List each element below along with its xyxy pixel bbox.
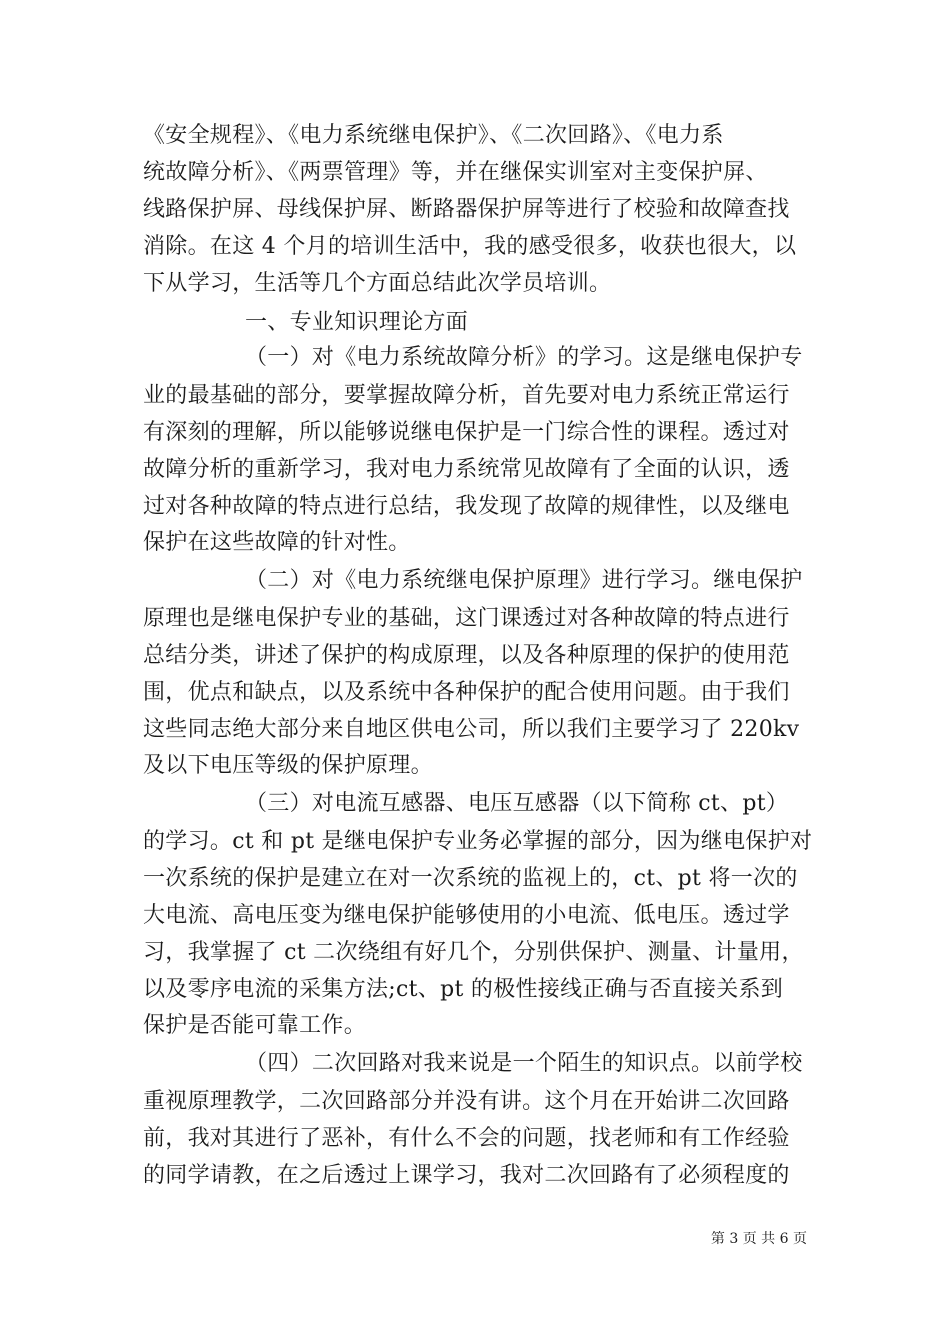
text-line: （一）对《电力系统故障分析》的学习。这是继电保护专 bbox=[245, 345, 803, 370]
text-line: 保护是否能可靠工作。 bbox=[143, 1013, 367, 1038]
section-heading: 一、专业知识理论方面 bbox=[245, 310, 469, 335]
text-line: 及以下电压等级的保护原理。 bbox=[143, 753, 433, 778]
text-line: 原理也是继电保护专业的基础，这门课透过对各种故障的特点进行 bbox=[143, 606, 790, 631]
text-line: 线路保护屏、母线保护屏、断路器保护屏等进行了校验和故障查找 bbox=[143, 197, 790, 222]
text-line: 消除。在这 4 个月的培训生活中，我的感受很多，收获也很大，以 bbox=[143, 234, 797, 259]
text-line: 大电流、高电压变为继电保护能够使用的小电流、低电压。透过学 bbox=[143, 903, 790, 928]
text-line: 前，我对其进行了恶补，有什么不会的问题，找老师和有工作经验 bbox=[143, 1126, 790, 1151]
text-line: 围，优点和缺点，以及系统中各种保护的配合使用问题。由于我们 bbox=[143, 680, 790, 705]
text-line: 以及零序电流的采集方法;ct、pt 的极性接线正确与否直接关系到 bbox=[143, 977, 784, 1002]
text-line: （二）对《电力系统继电保护原理》进行学习。继电保护 bbox=[245, 568, 803, 593]
text-line: 习，我掌握了 ct 二次绕组有好几个，分别供保护、测量、计量用， bbox=[143, 940, 804, 965]
text-line: 有深刻的理解，所以能够说继电保护是一门综合性的课程。透过对 bbox=[143, 420, 790, 445]
text-line: 统故障分析》、《两票管理》等，并在继保实训室对主变保护屏、 bbox=[143, 160, 768, 185]
text-line: 业的最基础的部分，要掌握故障分析，首先要对电力系统正常运行 bbox=[143, 383, 790, 408]
text-line: 一次系统的保护是建立在对一次系统的监视上的，ct、pt 将一次的 bbox=[143, 866, 798, 891]
text-line: 的同学请教，在之后透过上课学习，我对二次回路有了必须程度的 bbox=[143, 1163, 790, 1188]
text-line: 重视原理教学，二次回路部分并没有讲。这个月在开始讲二次回路 bbox=[143, 1089, 790, 1114]
text-line: 故障分析的重新学习，我对电力系统常见故障有了全面的认识，透 bbox=[143, 457, 790, 482]
text-line: 下从学习，生活等几个方面总结此次学员培训。 bbox=[143, 271, 612, 296]
text-line: 保护在这些故障的针对性。 bbox=[143, 530, 411, 555]
text-line: 过对各种故障的特点进行总结，我发现了故障的规律性，以及继电 bbox=[143, 494, 790, 519]
page-number: 第 3 页 共 6 页 bbox=[710, 1231, 807, 1247]
text-line: 的学习。ct 和 pt 是继电保护专业务必掌握的部分，因为继电保护对 bbox=[143, 829, 813, 854]
text-line: 《安全规程》、《电力系统继电保护》、《二次回路》、《电力系 bbox=[143, 123, 724, 148]
text-line: （四）二次回路对我来说是一个陌生的知识点。以前学校 bbox=[245, 1051, 803, 1076]
text-line: 总结分类，讲述了保护的构成原理，以及各种原理的保护的使用范 bbox=[143, 643, 790, 668]
text-line: 这些同志绝大部分来自地区供电公司，所以我们主要学习了 220kv bbox=[143, 717, 800, 742]
text-line: （三）对电流互感器、电压互感器（以下简称 ct、pt） bbox=[245, 791, 789, 816]
